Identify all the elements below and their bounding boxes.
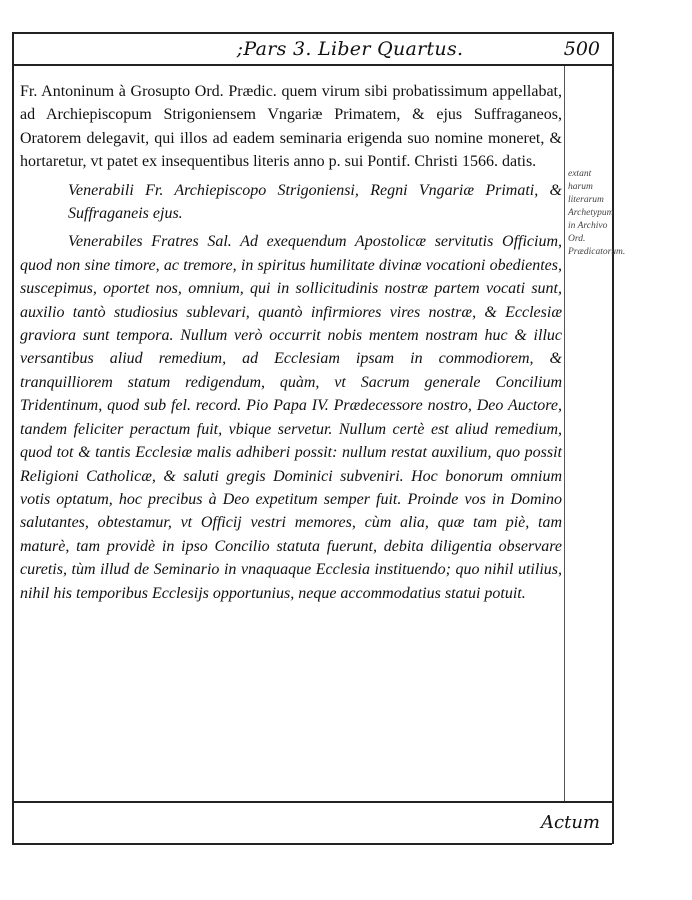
- bottom-rule: [12, 801, 612, 803]
- page-number: 500: [563, 38, 600, 60]
- text-column-rule: [564, 66, 565, 801]
- top-rule: [12, 32, 612, 34]
- header-rule: [12, 64, 612, 66]
- letter-address: Venerabili Fr. Archiepiscopo Strigoniensi, Regni Vngariæ Primati, & Suffraganeis ejus.: [68, 181, 562, 223]
- catchword: Actum: [541, 812, 600, 833]
- intro-paragraph: Fr. Antoninum à Grosupto Ord. Prædic. quem virum sibi probatissimum appellabat, ad Archiepiscopum Strigoniensem Vngariæ Primatem, & ejus Suffraganeos, Oratorem delegavit, qui illos ad eadem seminaria erigenda suo nomine moneret, & hortaretur, vt patet ex insequentibus literis anno p. sui Pontif. Christi 1566. datis.: [20, 83, 562, 171]
- running-header-title: ;Pars 3. Liber Quartus.: [236, 38, 464, 60]
- main-text: [20, 80, 562, 605]
- letter-body: Venerabiles Fratres Sal. Ad exequendum Apostolicæ servitutis Officium, quod non sine timore, ac tremore, in spiritus humilitate divinæ vocationi obedientes, suscepimus, oportet nos, omnium, qui in sollicitudinis nostræ partem vocati sunt, auxilio tantò studiosius sublevari, quantò infirmiores vires nostræ, & Ecclesiæ graviora sunt tempora. Nullum verò occurrit nobis mentem nostram huc & illuc versantibus aliud remedium, ad Ecclesiam ipsam in commodiorem, & tranquilliorem statum redigendum, quàm, vt Sacrum generale Concilium Tridentinum, quod sub fel. record. Pio Papa IV. Prædecessore nostro, Deo Auctore, tandem feliciter peractum fuit, vbique servetur. Nullum certè est aliud remedium, quod tot & tantis Ecclesiæ malis adhiberi possit: nullum restat auxilium, quo possit Religioni Catholicæ, & saluti gregis Dominici subveniri. Hoc bonorum omnium votis optatum, hoc precibus à Deo expetitum semper fuit. Proinde vos in Domino salutantes, obtestamur, vt Officij vestri memores, cùm alia, quæ tam piè, tam maturè, tam providè in ipso Concilio statuta fuerunt, debita diligentia observare curetis, tùm illud de Seminario in vnaquaque Ecclesia instituendo; quo nihil utilius, nihil his temporibus Ecclesijs opportunius, neque accommodatius statui potuit.: [20, 233, 562, 602]
- footer-rule: [12, 843, 612, 845]
- marginal-note: extant harum literarum Archetypum in Archivo Ord. Prædicatorum.: [568, 169, 626, 257]
